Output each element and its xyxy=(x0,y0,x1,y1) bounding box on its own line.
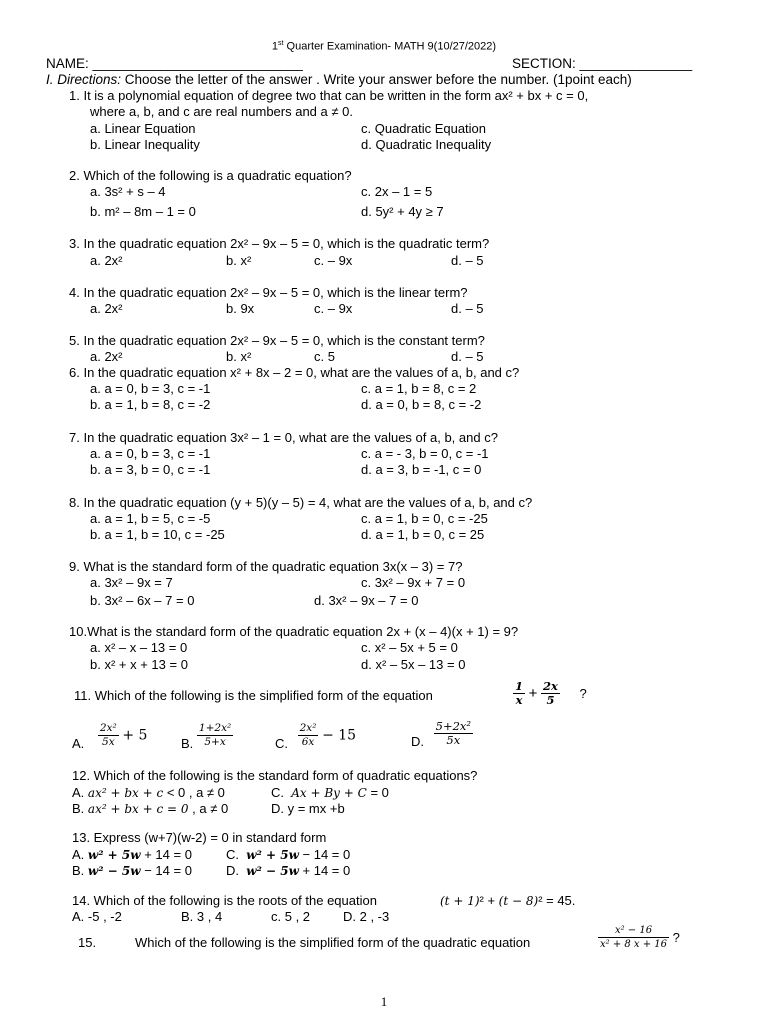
q4-option-c: c. – 9x xyxy=(314,301,353,316)
q8-option-d: d. a = 1, b = 0, c = 25 xyxy=(361,527,485,542)
q6-option-c: c. a = 1, b = 8, c = 2 xyxy=(361,381,477,396)
question-1-stem-continued: where a, b, and c are real numbers and a ≠ 0. xyxy=(90,104,353,119)
q10-option-d: d. x² – 5x – 13 = 0 xyxy=(361,657,466,672)
q1-option-c: c. Quadratic Equation xyxy=(361,121,487,136)
question-10-stem: 10.What is the standard form of the quadratic equation 2x + (x – 4)(x + 1) = 9? xyxy=(69,624,519,639)
q11-option-d-label: D. xyxy=(411,734,424,749)
q8-option-b: b. a = 1, b = 10, c = -25 xyxy=(90,527,225,542)
q11-option-a-tail: + 5 xyxy=(122,727,148,744)
q11-option-b-label: B. xyxy=(181,736,194,751)
title-number: 1 xyxy=(271,40,279,53)
q13-option-c-tail: − 14 = 0 xyxy=(298,847,351,862)
name-section-line xyxy=(46,56,714,71)
q5-option-b: b. x² xyxy=(226,349,252,364)
question-12-stem: 12. Which of the following is the standard form of quadratic equations? xyxy=(72,768,478,783)
q13-option-c-label: C. xyxy=(226,847,239,862)
q4-option-b: b. 9x xyxy=(226,301,255,316)
q12-option-a-math: ax² + bx + c xyxy=(87,786,164,800)
q11-fraction-1-numerator: 1 xyxy=(515,679,524,693)
q12-option-c xyxy=(271,785,389,800)
q13-option-d-label: D. xyxy=(226,863,239,878)
q11-option-a-denominator: 5x xyxy=(102,736,115,748)
q12-option-b-tail: , a ≠ 0 xyxy=(188,801,229,816)
q11-fraction-1 xyxy=(513,680,525,707)
q6-option-a: a. a = 0, b = 3, c = -1 xyxy=(90,381,211,396)
question-11-stem: 11. Which of the following is the simplified form of the equation xyxy=(74,688,433,703)
q14-equation xyxy=(440,893,575,908)
q13-option-c-math: w² + 5w xyxy=(246,848,299,862)
q3-option-d: d. – 5 xyxy=(451,253,484,268)
question-9-stem: 9. What is the standard form of the quadratic equation 3x(x – 3) = 7? xyxy=(69,559,463,574)
q11-option-b-denominator: 5+x xyxy=(204,736,226,748)
q13-option-b-label: B. xyxy=(72,863,85,878)
title-ordinal-suffix: st xyxy=(278,40,284,47)
q13-option-a-label: A. xyxy=(72,847,85,862)
q15-fraction-denominator: x² + 8 x + 16 xyxy=(600,939,668,950)
q8-option-c: c. a = 1, b = 0, c = -25 xyxy=(361,511,488,526)
q12-option-a-tail: < 0 , a ≠ 0 xyxy=(163,785,225,800)
q14-equation-term-2: (t − 8) xyxy=(498,894,539,908)
q14-equation-part-4: ² = 45. xyxy=(538,893,576,908)
q9-option-d: d. 3x² – 9x – 7 = 0 xyxy=(314,593,419,608)
q5-option-c: c. 5 xyxy=(314,349,335,364)
q11-fraction-2-denominator: 5 xyxy=(546,693,555,707)
q10-option-c: c. x² – 5x + 5 = 0 xyxy=(361,640,458,655)
q13-option-a-tail: + 14 = 0 xyxy=(140,847,192,862)
q13-option-c xyxy=(226,847,350,862)
q12-option-a xyxy=(72,785,225,800)
q1-option-b: b. Linear Inequality xyxy=(90,137,200,152)
question-15-stem: Which of the following is the simplified form of the quadratic equation xyxy=(135,935,531,950)
q14-equation-part-2: ² + xyxy=(479,893,499,908)
q11-option-d-numerator: 5+2x² xyxy=(435,719,471,733)
q15-equation xyxy=(598,924,680,951)
q4-option-d: d. – 5 xyxy=(451,301,484,316)
question-2-stem: 2. Which of the following is a quadratic equation? xyxy=(69,168,352,183)
q13-option-a-math: w² + 5w xyxy=(87,848,141,862)
name-field-label: NAME: ____________________________ xyxy=(46,56,303,71)
q1-option-d: d. Quadratic Inequality xyxy=(361,137,492,152)
exam-title xyxy=(0,40,768,53)
q11-option-c-label: C. xyxy=(275,736,288,751)
q8-option-a: a. a = 1, b = 5, c = -5 xyxy=(90,511,211,526)
question-8-stem: 8. In the quadratic equation (y + 5)(y – 5) = 4, what are the values of a, b, and c? xyxy=(69,495,533,510)
q12-option-a-label: A. xyxy=(72,785,85,800)
q3-option-a: a. 2x² xyxy=(90,253,123,268)
q11-option-c-fraction xyxy=(298,722,319,749)
q11-option-c-tail: − 15 xyxy=(322,727,357,744)
q11-option-a xyxy=(72,722,147,749)
q12-option-d: D. y = mx +b xyxy=(271,801,345,816)
q2-option-b: b. m² – 8m – 1 = 0 xyxy=(90,204,196,219)
q9-option-c: c. 3x² – 9x + 7 = 0 xyxy=(361,575,466,590)
q14-option-c: c. 5 , 2 xyxy=(271,909,311,924)
q14-option-a: A. -5 , -2 xyxy=(72,909,122,924)
q11-fraction-2-numerator: 2x xyxy=(543,679,558,693)
q11-equation xyxy=(513,680,587,707)
directions xyxy=(46,72,632,87)
question-4-stem: 4. In the quadratic equation 2x² – 9x – 5 = 0, which is the linear term? xyxy=(69,285,468,300)
q7-option-a: a. a = 0, b = 3, c = -1 xyxy=(90,446,211,461)
q12-option-c-tail: = 0 xyxy=(366,785,389,800)
section-field-label: SECTION: _______________ xyxy=(512,56,693,71)
question-5-stem: 5. In the quadratic equation 2x² – 9x – 5 = 0, which is the constant term? xyxy=(69,333,485,348)
q2-option-a: a. 3s² + s – 4 xyxy=(90,184,166,199)
q5-option-d: d. – 5 xyxy=(451,349,484,364)
q11-option-c-denominator: 6x xyxy=(301,736,315,748)
q6-option-d: d. a = 0, b = 8, c = -2 xyxy=(361,397,482,412)
q13-option-d-math: w² − 5w xyxy=(246,864,299,878)
q13-option-b xyxy=(72,863,192,878)
q7-option-c: c. a = - 3, b = 0, c = -1 xyxy=(361,446,489,461)
q15-fraction xyxy=(598,924,669,951)
q13-option-a xyxy=(72,847,192,862)
q3-option-c: c. – 9x xyxy=(314,253,353,268)
q12-option-b-math: ax² + bx + c = 0 xyxy=(87,802,189,816)
q11-question-mark: ? xyxy=(579,686,587,701)
q13-option-d-tail: + 14 = 0 xyxy=(298,863,351,878)
q12-option-b-label: B. xyxy=(72,801,85,816)
q11-option-a-fraction xyxy=(98,722,119,749)
q11-option-d-denominator: 5x xyxy=(446,733,461,747)
title-text: Quarter Examination- MATH 9(10/27/2022) xyxy=(283,40,497,53)
q2-option-d: d. 5y² + 4y ≥ 7 xyxy=(361,204,444,219)
q11-option-d-fraction xyxy=(434,720,473,747)
q11-option-b xyxy=(181,722,233,749)
q11-plus-sign: + xyxy=(528,685,538,702)
question-6-stem: 6. In the quadratic equation x² + 8x – 2 = 0, what are the values of a, b, and c? xyxy=(69,365,520,380)
q12-option-c-math: Ax + By + C xyxy=(291,786,367,800)
q13-option-d xyxy=(226,863,350,878)
q2-option-c: c. 2x – 1 = 5 xyxy=(361,184,433,199)
directions-text: Choose the letter of the answer . Write your answer before the number. (1point each) xyxy=(121,72,632,87)
q3-option-b: b. x² xyxy=(226,253,252,268)
q1-option-a: a. Linear Equation xyxy=(90,121,196,136)
q12-option-b xyxy=(72,801,228,816)
question-3-stem: 3. In the quadratic equation 2x² – 9x – 5 = 0, which is the quadratic term? xyxy=(69,236,490,251)
q11-fraction-1-denominator: x xyxy=(515,693,523,707)
q10-option-b: b. x² + x + 13 = 0 xyxy=(90,657,188,672)
q10-option-a: a. x² – x – 13 = 0 xyxy=(90,640,188,655)
q11-fraction-2 xyxy=(541,680,560,707)
directions-label: I. Directions: xyxy=(46,72,122,87)
question-1-stem: 1. It is a polynomial equation of degree two that can be written in the form ax² + bx + c = 0, xyxy=(69,88,589,103)
q11-option-c xyxy=(275,722,356,749)
question-14-stem: 14. Which of the following is the roots of the equation xyxy=(72,893,377,908)
q12-option-c-label: C. xyxy=(271,785,284,800)
q14-equation-term-1: (t + 1) xyxy=(440,894,480,908)
q6-option-b: b. a = 1, b = 8, c = -2 xyxy=(90,397,211,412)
q11-option-b-fraction xyxy=(197,722,233,749)
q7-option-d: d. a = 3, b = -1, c = 0 xyxy=(361,462,482,477)
question-15-number: 15. xyxy=(78,935,97,950)
q14-option-b: B. 3 , 4 xyxy=(181,909,223,924)
q11-option-a-label: A. xyxy=(72,736,85,751)
q13-option-b-tail: − 14 = 0 xyxy=(140,863,192,878)
q4-option-a: a. 2x² xyxy=(90,301,123,316)
q15-question-mark: ? xyxy=(672,930,680,945)
q15-fraction-numerator: x² − 16 xyxy=(598,924,669,938)
q11-option-a-numerator: 2x² xyxy=(99,722,117,734)
q9-option-b: b. 3x² – 6x – 7 = 0 xyxy=(90,593,195,608)
q9-option-a: a. 3x² – 9x = 7 xyxy=(90,575,173,590)
q7-option-b: b. a = 3, b = 0, c = -1 xyxy=(90,462,211,477)
page-number: 1 xyxy=(380,994,388,1009)
q13-option-b-math: w² − 5w xyxy=(87,864,141,878)
q11-option-c-numerator: 2x² xyxy=(299,722,317,734)
question-7-stem: 7. In the quadratic equation 3x² – 1 = 0, what are the values of a, b, and c? xyxy=(69,430,498,445)
q11-option-d xyxy=(411,720,473,747)
question-13-stem: 13. Express (w+7)(w-2) = 0 in standard form xyxy=(72,830,327,845)
q14-option-d: D. 2 , -3 xyxy=(343,909,390,924)
q5-option-a: a. 2x² xyxy=(90,349,123,364)
q11-option-b-numerator: 1+2x² xyxy=(198,722,232,734)
